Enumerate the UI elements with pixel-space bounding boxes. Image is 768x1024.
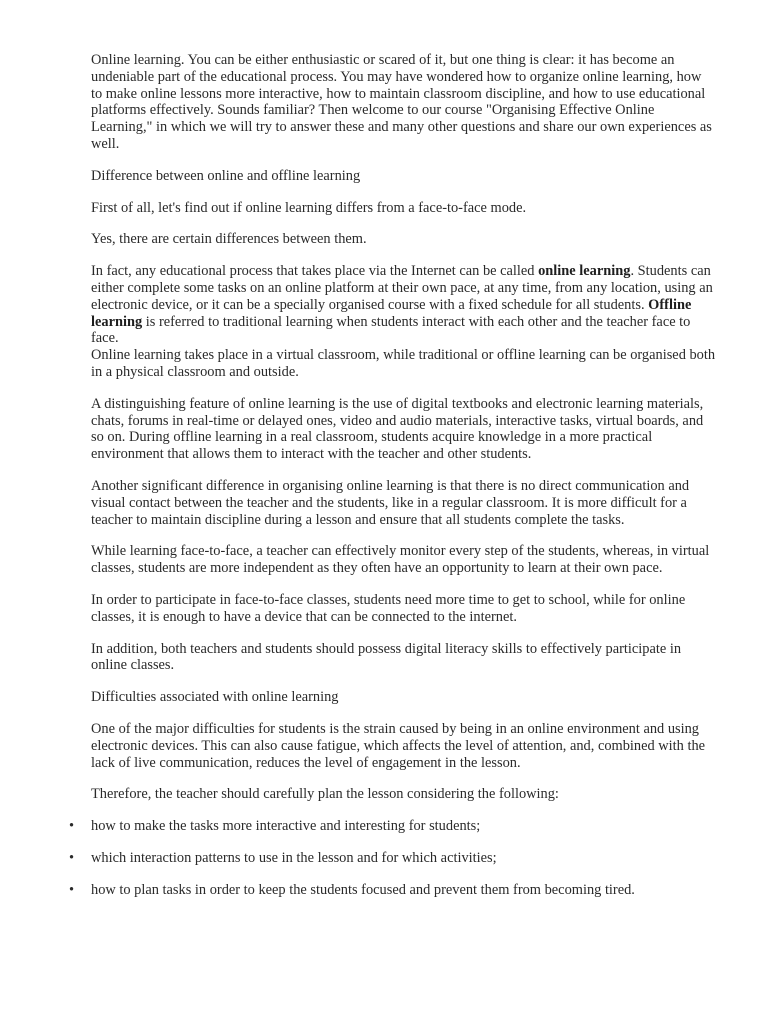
bullet-icon: •: [69, 849, 75, 866]
offline-learning-term: Offline learning: [91, 296, 692, 330]
definition-text-2: . Students can either complete some tasks on an online platform at their own pace, at any time, from any location, using an electronic device, or it can be a specially organised course with a fixed schedule for all students.: [91, 263, 713, 313]
definition-text-3: is referred to traditional learning when students interact with each other and the teacher face to face.: [91, 313, 691, 347]
list-item-text: how to make the tasks more interactive and interesting for students;: [91, 818, 481, 835]
monitoring-paragraph: While learning face-to-face, a teacher can effectively monitor every step of the students, whereas, in virtual classes, students are more independent as they often have an opportunity to learn at their own pace.: [91, 543, 710, 577]
first-paragraph: First of all, let's find out if online learning differs from a face-to-face mode.: [91, 199, 527, 216]
list-item: [69, 881, 716, 899]
virtual-classroom-paragraph: Online learning takes place in a virtual classroom, while traditional or offline learning can be organised both in a physical classroom and outside.: [91, 347, 716, 380]
definition-text-1: In fact, any educational process that takes place via the Internet can be called: [91, 263, 539, 280]
list-item: [69, 818, 716, 835]
list-item-text: which interaction patterns to use in the lesson and for which activities;: [91, 849, 497, 866]
digital-literacy-paragraph: In addition, both teachers and students should possess digital literacy skills to effectively participate in online classes.: [91, 640, 682, 674]
communication-paragraph: Another significant difference in organising online learning is that there is no direct communication and visual contact between the teacher and the students, like in a regular classroom. It is more difficult for a teacher to maintain discipline during a lesson and ensure that all students complete the tasks.: [91, 477, 690, 528]
bullet-icon: •: [69, 881, 75, 898]
difficulties-paragraph: One of the major difficulties for students is the strain caused by being in an online environment and using electronic devices. This can also cause fatigue, which affects the level of attention, and, combined with the lack of live communication, reduces the level of engagement in the lesson.: [91, 720, 706, 771]
list-item: [69, 849, 716, 867]
intro-paragraph: Online learning. You can be either enthusiastic or scared of it, but one thing is clear: it has become an undeniable part of the educational process. You may have wondered how to organize online learning, how to make online lessons more interactive, how to maintain classroom discipline, and how to use educational platforms effectively. Sounds familiar? Then welcome to our course "Organising Effective Online Learning," in which we will try to answer these and many other questions and share our own experiences as well.: [91, 52, 712, 152]
participation-paragraph: In order to participate in face-to-face classes, students need more time to get to school, while for online classes, it is enough to have a device that can be connected to the internet.: [91, 591, 686, 625]
online-learning-term: online learning: [538, 263, 631, 280]
bullet-icon: •: [69, 818, 75, 835]
list-item-text: how to plan tasks in order to keep the students focused and prevent them from becoming tired.: [91, 881, 635, 898]
yes-paragraph: Yes, there are certain differences between them.: [91, 231, 367, 248]
planning-list: [69, 818, 716, 898]
section-heading-difference: Difference between online and offline learning: [91, 167, 361, 184]
planning-intro-paragraph: Therefore, the teacher should carefully plan the lesson considering the following:: [91, 786, 559, 803]
document-page: [69, 52, 716, 913]
definition-paragraph: [91, 263, 716, 347]
section-heading-difficulties: Difficulties associated with online learning: [91, 689, 339, 706]
distinguishing-feature-paragraph: A distinguishing feature of online learning is the use of digital textbooks and electronic learning materials, chats, forums in real-time or delayed ones, video and audio materials, interactive tasks, virtual boards, and so on. During offline learning in a real classroom, students acquire knowledge in a more practical environment that allows them to interact with the teacher and other students.: [91, 395, 704, 463]
